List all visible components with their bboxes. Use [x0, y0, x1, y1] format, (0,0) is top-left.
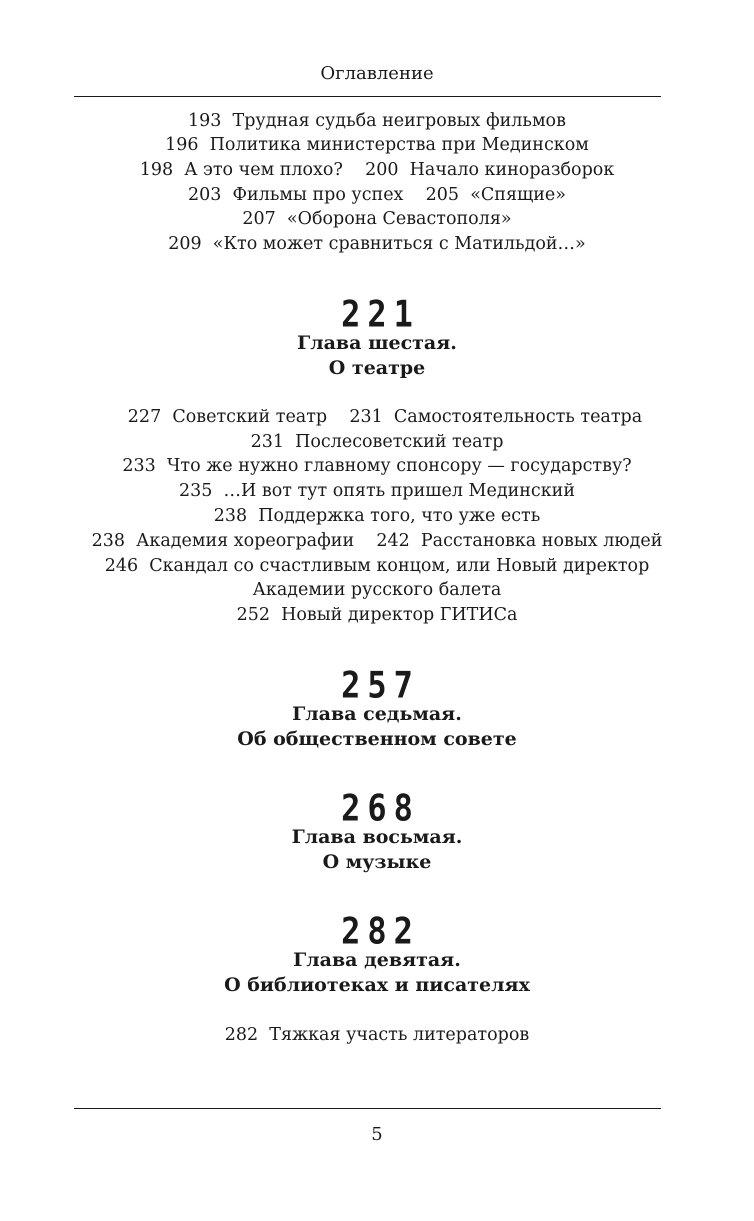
chapter-subtitle: О библиотеках и писателях	[224, 974, 530, 996]
toc-entry: 233 Что же нужно главному спонсору — государству?	[122, 456, 632, 476]
chapter-page-number: 268	[341, 786, 420, 830]
toc-entry: 207 «Оборона Севастополя»	[242, 209, 512, 229]
chapter-title: Глава девятая.	[293, 949, 461, 971]
chapter-title: Глава седьмая.	[292, 703, 462, 725]
toc-entry: 246 Скандал со счастливым концом, или Новый директор	[104, 556, 650, 576]
chapter-subtitle: О музыке	[322, 851, 432, 873]
chapter-page-number: 257	[341, 663, 420, 707]
toc-entry: 196 Политика министерства при Мединском	[165, 135, 589, 155]
chapter-page-number: 282	[341, 909, 420, 953]
toc-entry: 203 Фильмы про успех 205 «Спящие»	[188, 185, 566, 205]
toc-entry: 238 Поддержка того, что уже есть	[213, 506, 541, 526]
running-head: Оглавление	[320, 63, 434, 84]
toc-entry: 252 Новый директор ГИТИСа	[236, 605, 518, 625]
toc-entry-continuation: Академии русского балета	[252, 580, 502, 600]
chapter-page-number: 221	[341, 292, 420, 336]
toc-entry: 231 Послесоветский театр	[250, 432, 504, 452]
toc-entry: 209 «Кто может сравниться с Матильдой…»	[168, 234, 586, 254]
toc-entry: 198 А это чем плохо? 200 Начало киноразборок	[139, 160, 615, 180]
footer-rule	[74, 1108, 661, 1109]
page-number: 5	[371, 1124, 383, 1145]
chapter-subtitle: Об общественном совете	[237, 728, 517, 750]
toc-entry: 238 Академия хореографии 242 Расстановка новых людей	[91, 531, 663, 551]
header-rule	[74, 96, 661, 97]
toc-entry: 235 …И вот тут опять пришел Мединский	[179, 481, 575, 501]
toc-entry: 193 Трудная судьба неигровых фильмов	[188, 111, 566, 131]
toc-entry: 227 Советский театр 231 Самостоятельность театра	[127, 407, 643, 427]
chapter-title: Глава шестая.	[297, 332, 457, 354]
toc-entry: 282 Тяжкая участь литераторов	[224, 1025, 530, 1045]
chapter-title: Глава восьмая.	[291, 826, 463, 848]
chapter-subtitle: О театре	[328, 357, 426, 379]
